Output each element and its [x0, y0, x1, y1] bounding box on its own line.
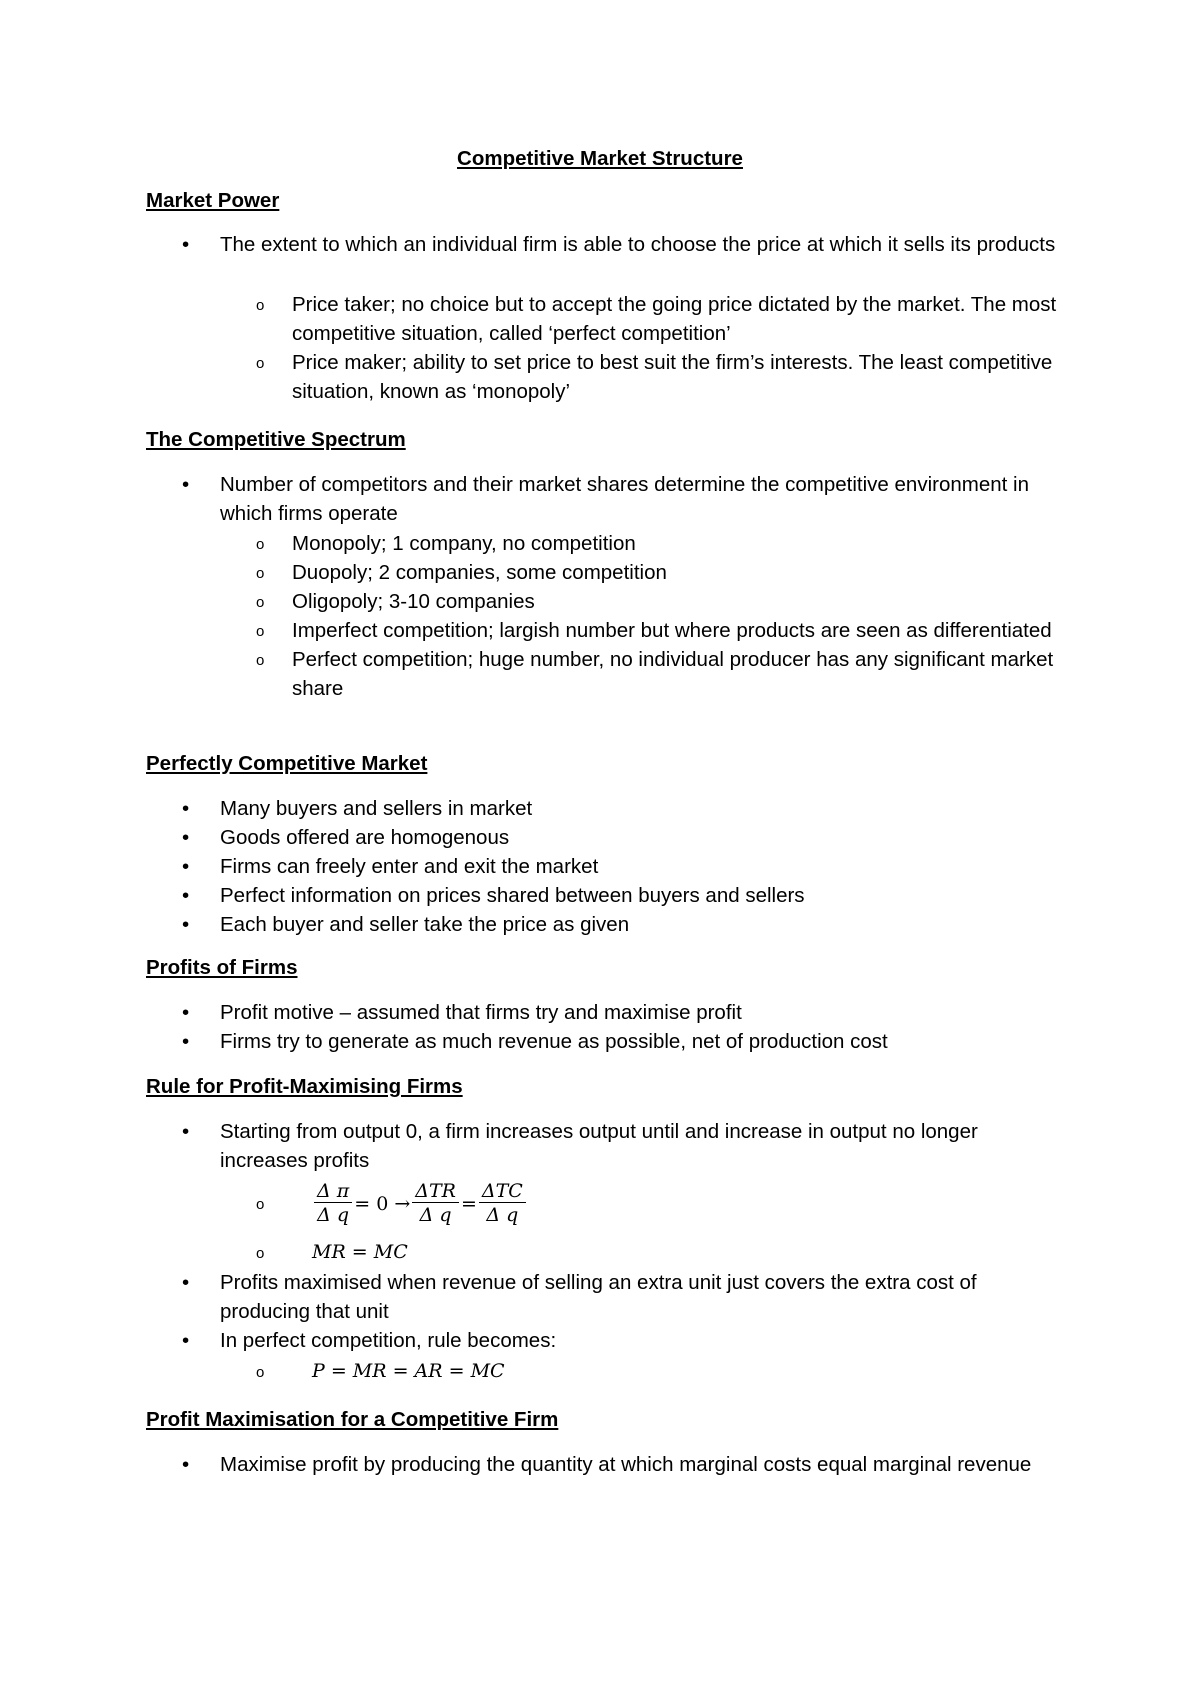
sub-bullet-icon: o — [256, 1364, 265, 1381]
fraction-denominator: Δ q — [419, 1204, 452, 1226]
mr-equals-mc: MR = MC — [312, 1241, 408, 1263]
sub-bullet-icon: o — [256, 565, 265, 582]
list-item — [146, 881, 1066, 910]
rule-list-a — [146, 1117, 1066, 1175]
competitive-spectrum-list — [146, 470, 1066, 528]
fraction-dtc-dq — [479, 1180, 526, 1227]
list-item — [146, 910, 1066, 939]
list-item — [146, 998, 1066, 1027]
fraction-dtr-dq — [412, 1180, 459, 1227]
fraction-denominator: Δ q — [486, 1204, 519, 1226]
bullet-text: Perfect information on prices shared between buyers and sellers — [220, 884, 805, 907]
bullet-icon: • — [182, 1329, 190, 1352]
bullet-icon: • — [182, 1453, 190, 1476]
list-item — [146, 1027, 1066, 1056]
fraction-numerator: Δ π — [314, 1180, 352, 1203]
sub-bullet-icon: o — [256, 355, 265, 372]
heading-profit-maximisation-competitive-firm: Profit Maximisation for a Competitive Firm — [146, 1408, 559, 1431]
sub-bullet-icon: o — [256, 536, 265, 553]
bullet-text: Many buyers and sellers in market — [220, 797, 533, 820]
sub-bullet-icon: o — [256, 652, 265, 669]
fraction-denominator: Δ q — [317, 1204, 350, 1226]
profit-maximisation-list — [146, 1450, 1066, 1479]
bullet-icon: • — [182, 1030, 190, 1053]
bullet-icon: • — [182, 1001, 190, 1024]
sub-bullet-text: Imperfect competition; largish number but where products are seen as differentiated — [292, 619, 1052, 642]
list-item — [146, 1268, 1066, 1326]
heading-market-power: Market Power — [146, 189, 280, 212]
perfectly-competitive-list — [146, 794, 1066, 939]
bullet-text: Profits maximised when revenue of selling an extra unit just covers the extra cost of producing that unit — [220, 1271, 977, 1323]
rule-list-b — [146, 1268, 1066, 1355]
bullet-text: Goods offered are homogenous — [220, 826, 510, 849]
bullet-icon: • — [182, 473, 190, 496]
sub-bullet-text: Monopoly; 1 company, no competition — [292, 532, 636, 555]
list-item — [146, 852, 1066, 881]
bullet-text: Profit motive – assumed that firms try and maximise profit — [220, 1001, 742, 1024]
list-item — [220, 558, 1080, 587]
heading-competitive-spectrum: The Competitive Spectrum — [146, 428, 406, 451]
market-power-sublist — [220, 290, 1080, 406]
sub-bullet-text: Duopoly; 2 companies, some competition — [292, 561, 667, 584]
perfect-competition-rule: P = MR = AR = MC — [312, 1360, 505, 1382]
sub-bullet-icon: o — [256, 594, 265, 611]
bullet-text: Starting from output 0, a firm increases output until and increase in output no longer increases profits — [220, 1120, 978, 1172]
list-item — [220, 529, 1080, 558]
profits-of-firms-list — [146, 998, 1066, 1056]
sub-bullet-icon: o — [256, 297, 265, 314]
profit-equation — [312, 1180, 528, 1227]
bullet-icon: • — [182, 797, 190, 820]
sub-bullet-icon: o — [256, 623, 265, 640]
list-item — [146, 470, 1066, 528]
list-item — [146, 230, 1066, 259]
list-item — [146, 1326, 1066, 1355]
bullet-icon: • — [182, 913, 190, 936]
sub-bullet-text: Price taker; no choice but to accept the going price dictated by the market. The most competitive situation, called ‘perfect competition’ — [292, 293, 1057, 345]
heading-perfectly-competitive-market: Perfectly Competitive Market — [146, 752, 428, 775]
bullet-icon: • — [182, 233, 190, 256]
list-item — [220, 587, 1080, 616]
bullet-icon: • — [182, 1271, 190, 1294]
document-title: Competitive Market Structure — [457, 147, 743, 170]
bullet-text: Number of competitors and their market shares determine the competitive environment in which firms operate — [220, 473, 1029, 525]
list-item — [220, 290, 1080, 348]
sub-bullet-icon: o — [256, 1245, 265, 1262]
bullet-text: Firms try to generate as much revenue as possible, net of production cost — [220, 1030, 888, 1053]
bullet-text: Firms can freely enter and exit the market — [220, 855, 599, 878]
bullet-text: The extent to which an individual firm is able to choose the price at which it sells its products — [220, 233, 1056, 256]
equals-zero-arrow: = 0 → — [354, 1192, 411, 1215]
fraction-dpi-dq — [314, 1180, 352, 1227]
market-power-list — [146, 230, 1066, 259]
list-item — [146, 823, 1066, 852]
bullet-icon: • — [182, 855, 190, 878]
sub-bullet-text: Oligopoly; 3-10 companies — [292, 590, 535, 613]
equals-sign: = — [460, 1192, 477, 1215]
bullet-text: In perfect competition, rule becomes: — [220, 1329, 557, 1352]
heading-rule-profit-maximising: Rule for Profit-Maximising Firms — [146, 1075, 463, 1098]
fraction-numerator: ΔTR — [412, 1180, 459, 1203]
fraction-numerator: ΔTC — [479, 1180, 526, 1203]
list-item — [220, 645, 1080, 703]
bullet-icon: • — [182, 826, 190, 849]
bullet-icon: • — [182, 1120, 190, 1143]
bullet-text: Each buyer and seller take the price as given — [220, 913, 630, 936]
list-item — [146, 1117, 1066, 1175]
list-item — [220, 348, 1080, 406]
bullet-text: Maximise profit by producing the quantity at which marginal costs equal marginal revenue — [220, 1453, 1032, 1476]
list-item — [220, 616, 1080, 645]
list-item — [146, 794, 1066, 823]
sub-bullet-icon: o — [256, 1196, 265, 1213]
list-item — [146, 1450, 1066, 1479]
bullet-icon: • — [182, 884, 190, 907]
sub-bullet-text: Perfect competition; huge number, no individual producer has any significant market share — [292, 648, 1054, 700]
heading-profits-of-firms: Profits of Firms — [146, 956, 298, 979]
competitive-spectrum-sublist — [220, 529, 1080, 703]
sub-bullet-text: Price maker; ability to set price to best suit the firm’s interests. The least competitive situation, known as ‘monopoly’ — [292, 351, 1053, 403]
